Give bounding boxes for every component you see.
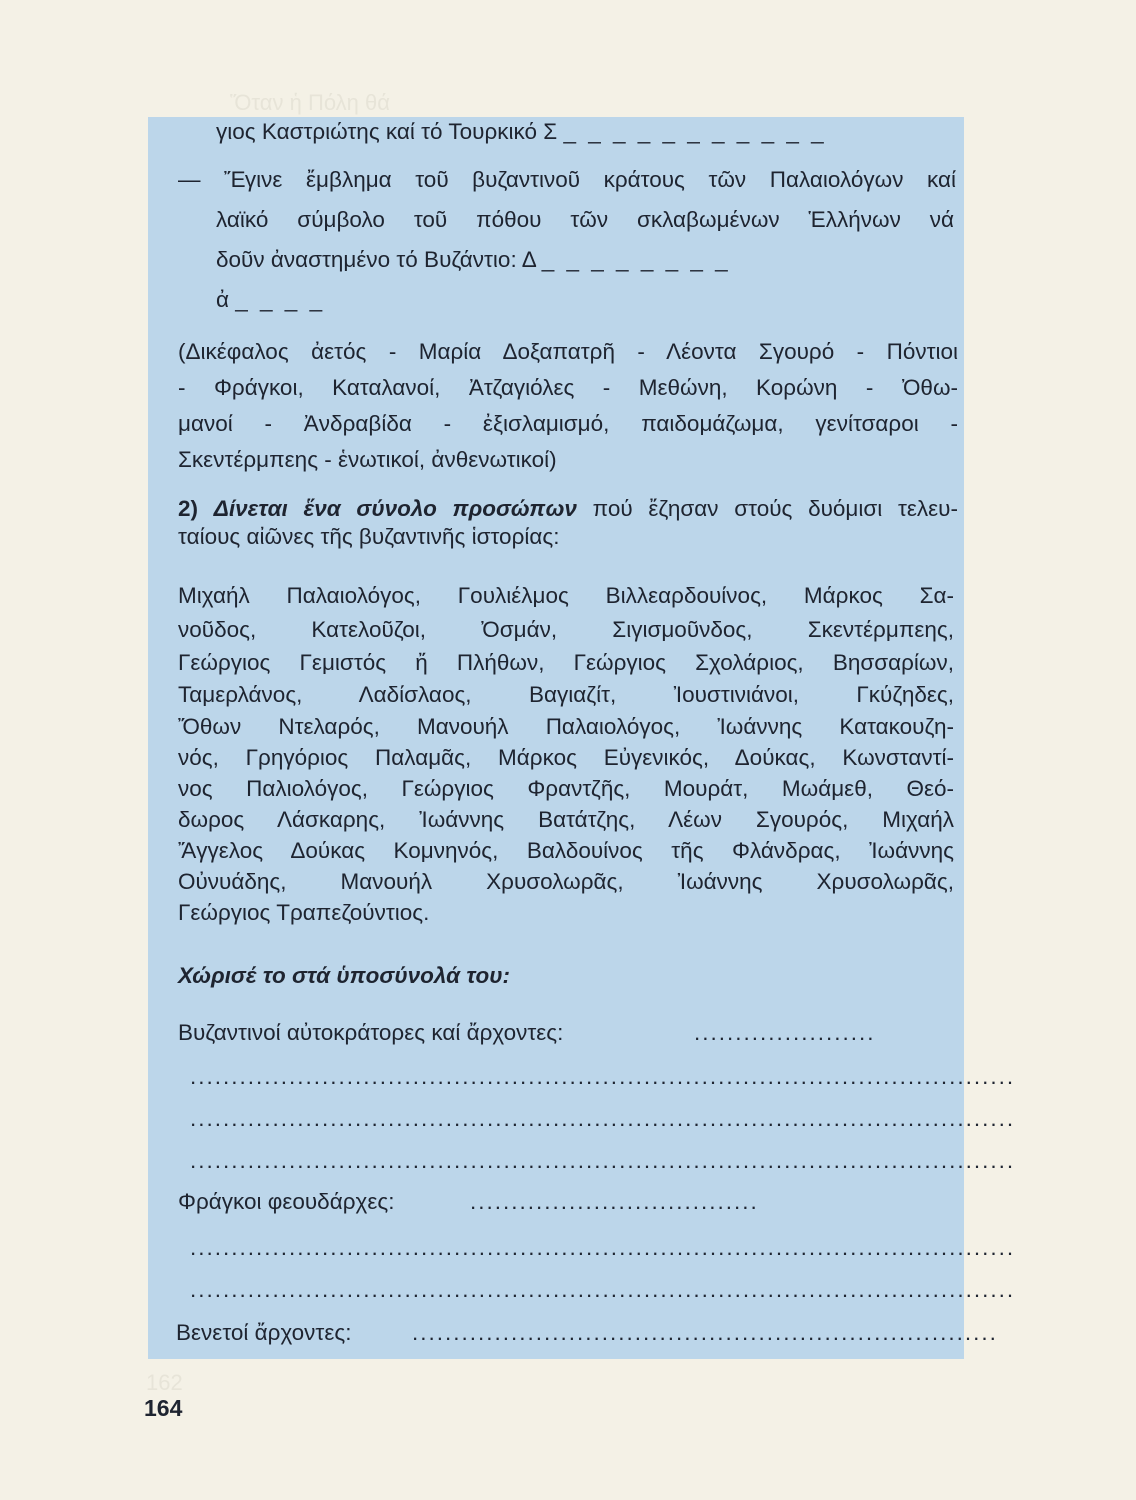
fill-blank[interactable]: _ _ _ _ _ _ _ _ _ _ _	[563, 119, 827, 144]
venetian-label: Βενετοί ἄρχοντες:	[176, 1320, 352, 1345]
names-line: Οὐνυάδης, Μανουήλ Χρυσολωρᾶς, Ἰωάννης Χρυσολωρᾶς,	[178, 869, 954, 894]
byzantine-answer-line[interactable]: ....................................................................................................	[190, 1148, 1016, 1173]
frankish-answer-line[interactable]: ....................................................................................................	[190, 1235, 1016, 1260]
names-line: Μιχαήλ Παλαιολόγος, Γουλιέλμος Βιλλεαρδουίνος, Μάρκος Σα-	[178, 583, 954, 608]
show-through-text: Ὅταν ἡ Πόλη θά	[230, 90, 390, 115]
continuation-line-2: — Ἔγινε ἔμβλημα τοῦ βυζαντινοῦ κράτους τῶν Παλαιολόγων καί	[178, 167, 956, 192]
names-line: νοῦδος, Κατελοῦζοι, Ὀσμάν, Σιγισμοῦνδος, Σκεντέρμπεης,	[178, 617, 954, 642]
frankish-label: Φράγκοι φεουδάρχες:	[178, 1189, 395, 1214]
continuation-line-3: λαϊκό σύμβολο τοῦ πόθου τῶν σκλαβωμένων Ἑλλήνων νά	[216, 207, 954, 232]
names-line: δωρος Λάσκαρης, Ἰωάννης Βατάτζης, Λέων Σγουρός, Μιχαήλ	[178, 807, 954, 832]
frankish-answer-line[interactable]: ....................................................................................................	[190, 1277, 1016, 1302]
byzantine-answer-line[interactable]: ....................................................................................................	[190, 1064, 1016, 1089]
task-heading: Χώρισέ το στά ὑποσύνολά του:	[178, 963, 511, 988]
names-line: νος Παλιολόγος, Γεώργιος Φραντζῆς, Μουράτ, Μωάμεθ, Θεό-	[178, 776, 954, 801]
names-line: Γεώργιος Γεμιστός ἤ Πλήθων, Γεώργιος Σχολάριος, Βησσαρίων,	[178, 650, 954, 675]
word-bank-line: (Δικέφαλος ἀετός - Μαρία Δοξαπατρῆ - Λέοντα Σγουρό - Πόντιοι	[178, 339, 958, 364]
continuation-line-5: ἀ _ _ _ _	[216, 287, 326, 312]
venetian-answer-line[interactable]: .......................................................................	[412, 1320, 998, 1345]
byzantine-answer-line[interactable]: ....................................................................................................	[190, 1106, 1016, 1131]
exercise-2-intro-line-2: ταίους αἰῶνες τῆς βυζαντινῆς ἱστορίας:	[178, 524, 560, 549]
word-bank-line: - Φράγκοι, Καταλανοί, Ἀτζαγιόλες - Μεθώνη, Κορώνη - Ὀθω-	[178, 375, 958, 400]
names-line-last: Γεώργιος Τραπεζούντιος.	[178, 900, 430, 925]
word-bank-line: Σκεντέρμπεης - ἑνωτικοί, ἀνθενωτικοί)	[178, 447, 557, 472]
byzantine-answer-line[interactable]: ......................	[694, 1020, 876, 1045]
fill-blank[interactable]: _ _ _ _ _ _ _ _	[541, 247, 731, 272]
exercise-2-intro: 2) Δίνεται ἕνα σύνολο προσώπων πού ἔζησαν στούς δυόμισι τελευ-	[178, 496, 958, 521]
fill-blank[interactable]: _ _ _ _	[235, 287, 326, 312]
names-line: Ἄγγελος Δούκας Κομνηνός, Βαλδουίνος τῆς Φλάνδρας, Ἰωάννης	[178, 838, 954, 863]
exercise-number: 2)	[178, 496, 199, 521]
page-number: 164	[144, 1395, 183, 1421]
frankish-answer-line[interactable]: ...................................	[470, 1189, 759, 1214]
names-line: Ταμερλάνος, Λαδίσλαος, Βαγιαζίτ, Ἰουστινιάνοι, Γκύζηδες,	[178, 682, 954, 707]
names-line: νός, Γρηγόριος Παλαμᾶς, Μάρκος Εὐγενικός, Δούκας, Κωνσταντί-	[178, 745, 954, 770]
word-bank-line: μανοί - Ἀνδραβίδα - ἐξισλαμισμό, παιδομάζωμα, γενίτσαροι -	[178, 411, 958, 436]
exercise-title: Δίνεται ἕνα σύνολο προσώπων	[213, 496, 577, 521]
names-line: Ὄθων Ντελαρός, Μανουήλ Παλαιολόγος, Ἰωάννης Κατακουζη-	[178, 714, 954, 739]
byzantine-label: Βυζαντινοί αὐτοκράτορες καί ἄρχοντες:	[178, 1020, 564, 1045]
show-through-page-number: 162	[146, 1370, 183, 1395]
continuation-line-4: δοῦν ἀναστημένο τό Βυζάντιο: Δ _ _ _ _ _ _ _ _	[216, 247, 731, 272]
continuation-line-1: γιος Καστριώτης καί τό Τουρκικό Σ _ _ _ _ _ _ _ _ _ _ _	[216, 119, 827, 144]
